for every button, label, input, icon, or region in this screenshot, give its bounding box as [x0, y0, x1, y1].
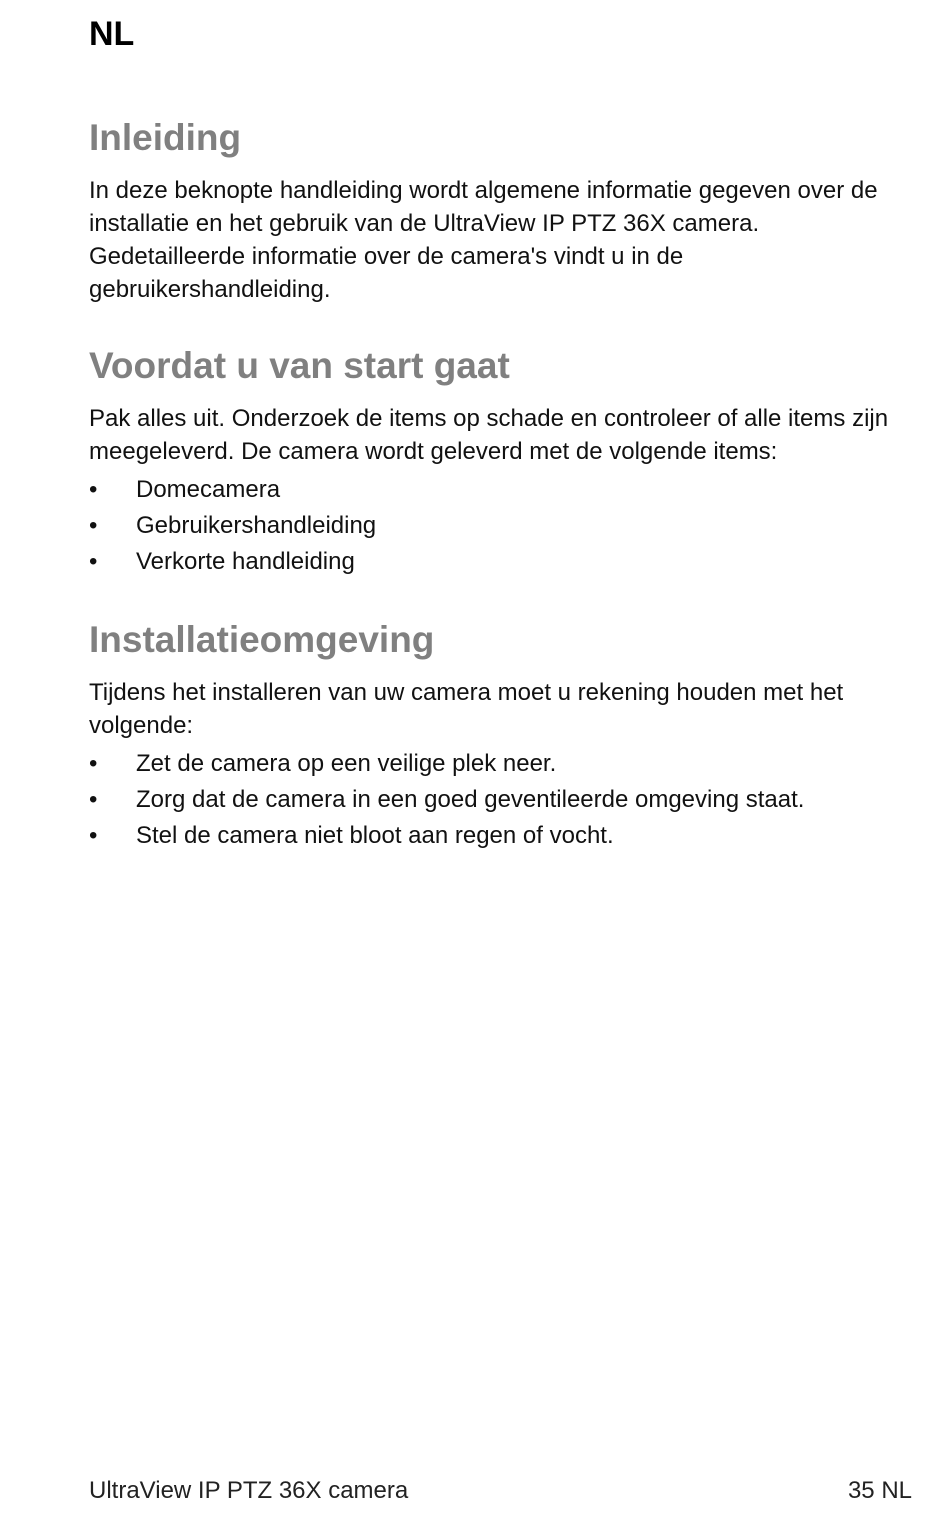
document-body [89, 112, 919, 854]
section-voordat [89, 340, 919, 580]
section-title: Inleiding [89, 117, 242, 158]
section-inleiding [89, 112, 919, 306]
section-title: Installatieomgeving [89, 619, 435, 660]
bullet-list [89, 746, 919, 854]
footer-page-number: 35 NL [847, 1477, 912, 1504]
bullet-icon: • [89, 476, 98, 503]
section-installatieomgeving [89, 614, 919, 854]
list-item-text: Verkorte handleiding [136, 548, 355, 575]
bullet-icon: • [89, 512, 98, 539]
list-item-text: Zorg dat de camera in een goed geventileerde omgeving staat. [136, 786, 805, 813]
list-item-text: Domecamera [136, 476, 281, 503]
footer-product-name: UltraView IP PTZ 36X camera [89, 1477, 409, 1504]
bullet-icon: • [89, 786, 98, 813]
section-paragraph: In deze beknopte handleiding wordt algemene informatie gegeven over de installatie en het gebruik van de UltraView IP PTZ 36X camera. Gedetailleerde informatie over de camera's vindt u in de gebruikershandleiding. [89, 177, 878, 303]
list-item [89, 782, 919, 818]
list-item-text: Zet de camera op een veilige plek neer. [136, 750, 557, 777]
section-paragraph: Tijdens het installeren van uw camera moet u rekening houden met het volgende: [89, 679, 844, 739]
list-item-text: Gebruikershandleiding [136, 512, 377, 539]
page-footer [89, 1474, 912, 1508]
list-item-text: Stel de camera niet bloot aan regen of vocht. [136, 822, 614, 849]
section-title: Voordat u van start gaat [89, 345, 510, 386]
list-item [89, 746, 919, 782]
bullet-icon: • [89, 822, 98, 849]
list-item [89, 472, 919, 508]
section-paragraph: Pak alles uit. Onderzoek de items op schade en controleer of alle items zijn meegeleverd. De camera wordt geleverd met de volgende items: [89, 405, 889, 465]
bullet-icon: • [89, 750, 98, 777]
bullet-icon: • [89, 548, 98, 575]
list-item [89, 818, 919, 854]
bullet-list [89, 472, 919, 580]
list-item [89, 508, 919, 544]
list-item [89, 544, 919, 580]
language-tag: NL [89, 15, 135, 53]
